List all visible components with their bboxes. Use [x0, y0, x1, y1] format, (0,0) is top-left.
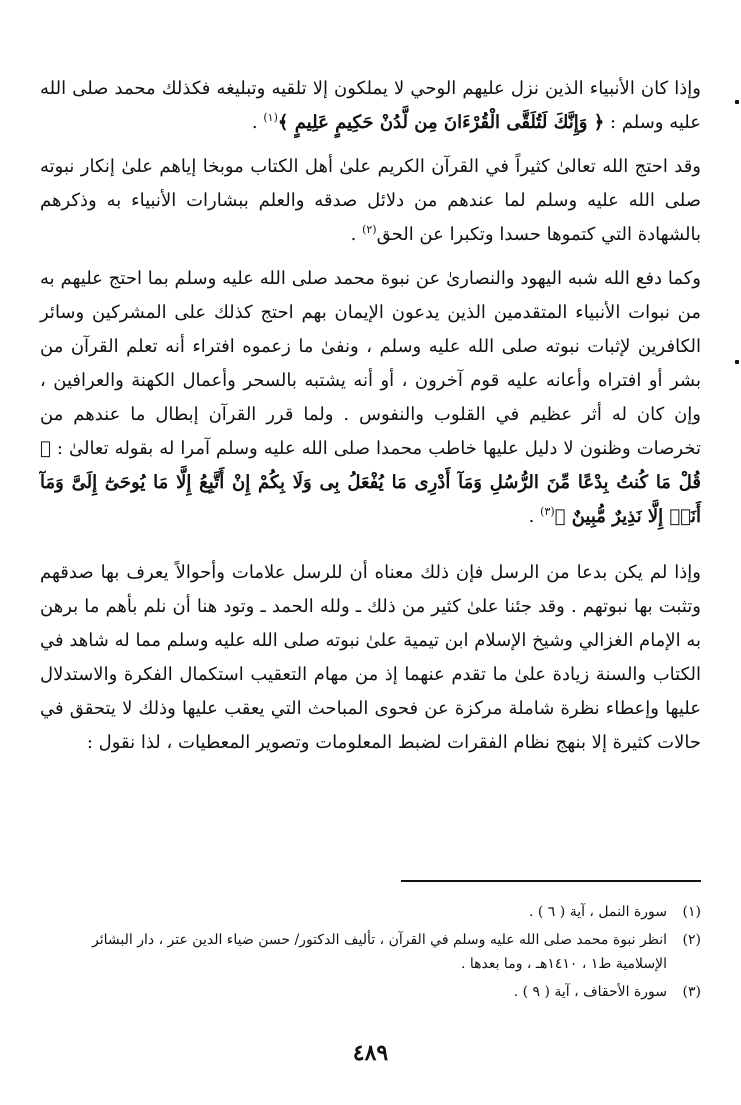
- footnote-number: (٢): [682, 932, 701, 948]
- paragraph: [40, 150, 701, 252]
- footnote-divider: [401, 880, 701, 882]
- paragraph-text: وإذا لم يكن بدعا من الرسل فإن ذلك معناه أن للرسل علامات وأحوالاً يعرف بها صدقهم وتثبت بها نبوتهم . وقد جئنا علىٰ كثير من ذلك ـ ولله الحمد ـ وتود هنا أن نلم بأهم ما برهن به الإمام الغزالي وشيخ الإسلام ابن تيمية علىٰ نبوته صلى الله عليه وسلم مما له شاهد في الكتاب والسنة زيادة علىٰ ما تقدم عنهما إذ من مهام التعقيب استكمال الفكرة والاستدلال عليها وإعطاء نظرة شاملة مركزة عن فحوى المباحث التي يعقب عليها وذلك لا يتحقق في حالات كثيرة إلا بنهج نظام الفقرات لضبط المعلومات وتصوير المعطيات ، لذا نقول :: [40, 562, 701, 753]
- margin-mark: [735, 360, 739, 364]
- page-number: ٤٨٩: [352, 1040, 389, 1066]
- quran-verse: ﴿ وَإِنَّكَ لَتُلَقَّى الْقُرْءَانَ مِن لَّدُنْ حَكِيمٍ عَلِيمٍ ﴾: [277, 112, 605, 133]
- paragraph: [40, 262, 701, 534]
- footnotes: [40, 900, 701, 1008]
- footnote-number: (٣): [682, 984, 701, 1000]
- margin-mark: [735, 100, 739, 104]
- footnote-text: انظر نبوة محمد صلى الله عليه وسلم في القرآن ، تأليف الدكتور/ حسن ضياء الدين عتر ، دار البشائر الإسلامية ط١ ، ١٤١٠هـ ، وما بعدها .: [92, 932, 667, 972]
- paragraph-text: وقد احتج الله تعالىٰ كثيراً في القرآن الكريم علىٰ أهل الكتاب موبخا إياهم علىٰ إنكار نبوته صلى الله عليه وسلم لما عندهم من دلائل صدقه والعلم ببشارات الأنبياء به وذكرهم بالشهادة التي كتموها حسدا وتكبرا عن الحق: [40, 156, 701, 245]
- quran-verse: ﴿ قُلْ مَا كُنتُ بِدْعًا مِّنَ الرُّسُلِ وَمَآ أَدْرِى مَا يُفْعَلُ بِى وَلَا بِكُمْ إِنْ أَتَّبِعُ إِلَّا مَا يُوحَىٰٓ إِلَىَّ وَمَآ أَنَا۠ إِلَّا نَذِيرٌ مُّبِينٌ ﴾: [40, 438, 701, 527]
- footnote-ref[interactable]: (٣): [540, 505, 555, 518]
- footnote-text: سورة الأحقاف ، آية ( ٩ ) .: [513, 984, 667, 1000]
- paragraph-end: .: [251, 112, 264, 133]
- footnote-ref[interactable]: (١): [263, 111, 278, 124]
- body-text: [40, 72, 701, 760]
- paragraph: [40, 556, 701, 760]
- paragraph-text: وإذا كان الأنبياء الذين نزل عليهم الوحي لا يملكون إلا تلقيه وتبليغه فكذلك محمد صلى الله عليه وسلم :: [40, 78, 701, 133]
- footnote-item: [40, 900, 701, 924]
- footnote-item: [40, 980, 701, 1004]
- paragraph-end: .: [528, 506, 541, 527]
- footnote-number: (١): [682, 904, 701, 920]
- paragraph-text: وكما دفع الله شبه اليهود والنصارىٰ عن نبوة محمد صلى الله عليه وسلم بما احتج عليهم به من نبوات الأنبياء المتقدمين الذين يدعون الإيمان بهم احتج كذلك على المشركين وسائر الكافرين لإثبات نبوته صلى الله عليه وسلم ، ونفىٰ ما زعموه افتراء أنه تعلم القرآن من بشر أو افتراه وأعانه عليه قوم آخرون ، أو أنه يشتبه بالسحر وأعمال الكهنة والعرافين ، وإن كان له أثر عظيم في القلوب والنفوس . ولما قرر القرآن إبطال ما عندهم من تخرصات وظنون لا دليل عليها خاطب محمدا صلى الله عليه وسلم آمرا له بقوله تعالىٰ :: [40, 268, 701, 459]
- paragraph-end: .: [350, 224, 363, 245]
- footnote-text: سورة النمل ، آية ( ٦ ) .: [528, 904, 667, 920]
- footnote-item: [40, 928, 701, 976]
- footnote-ref[interactable]: (٢): [362, 223, 377, 236]
- paragraph: [40, 72, 701, 140]
